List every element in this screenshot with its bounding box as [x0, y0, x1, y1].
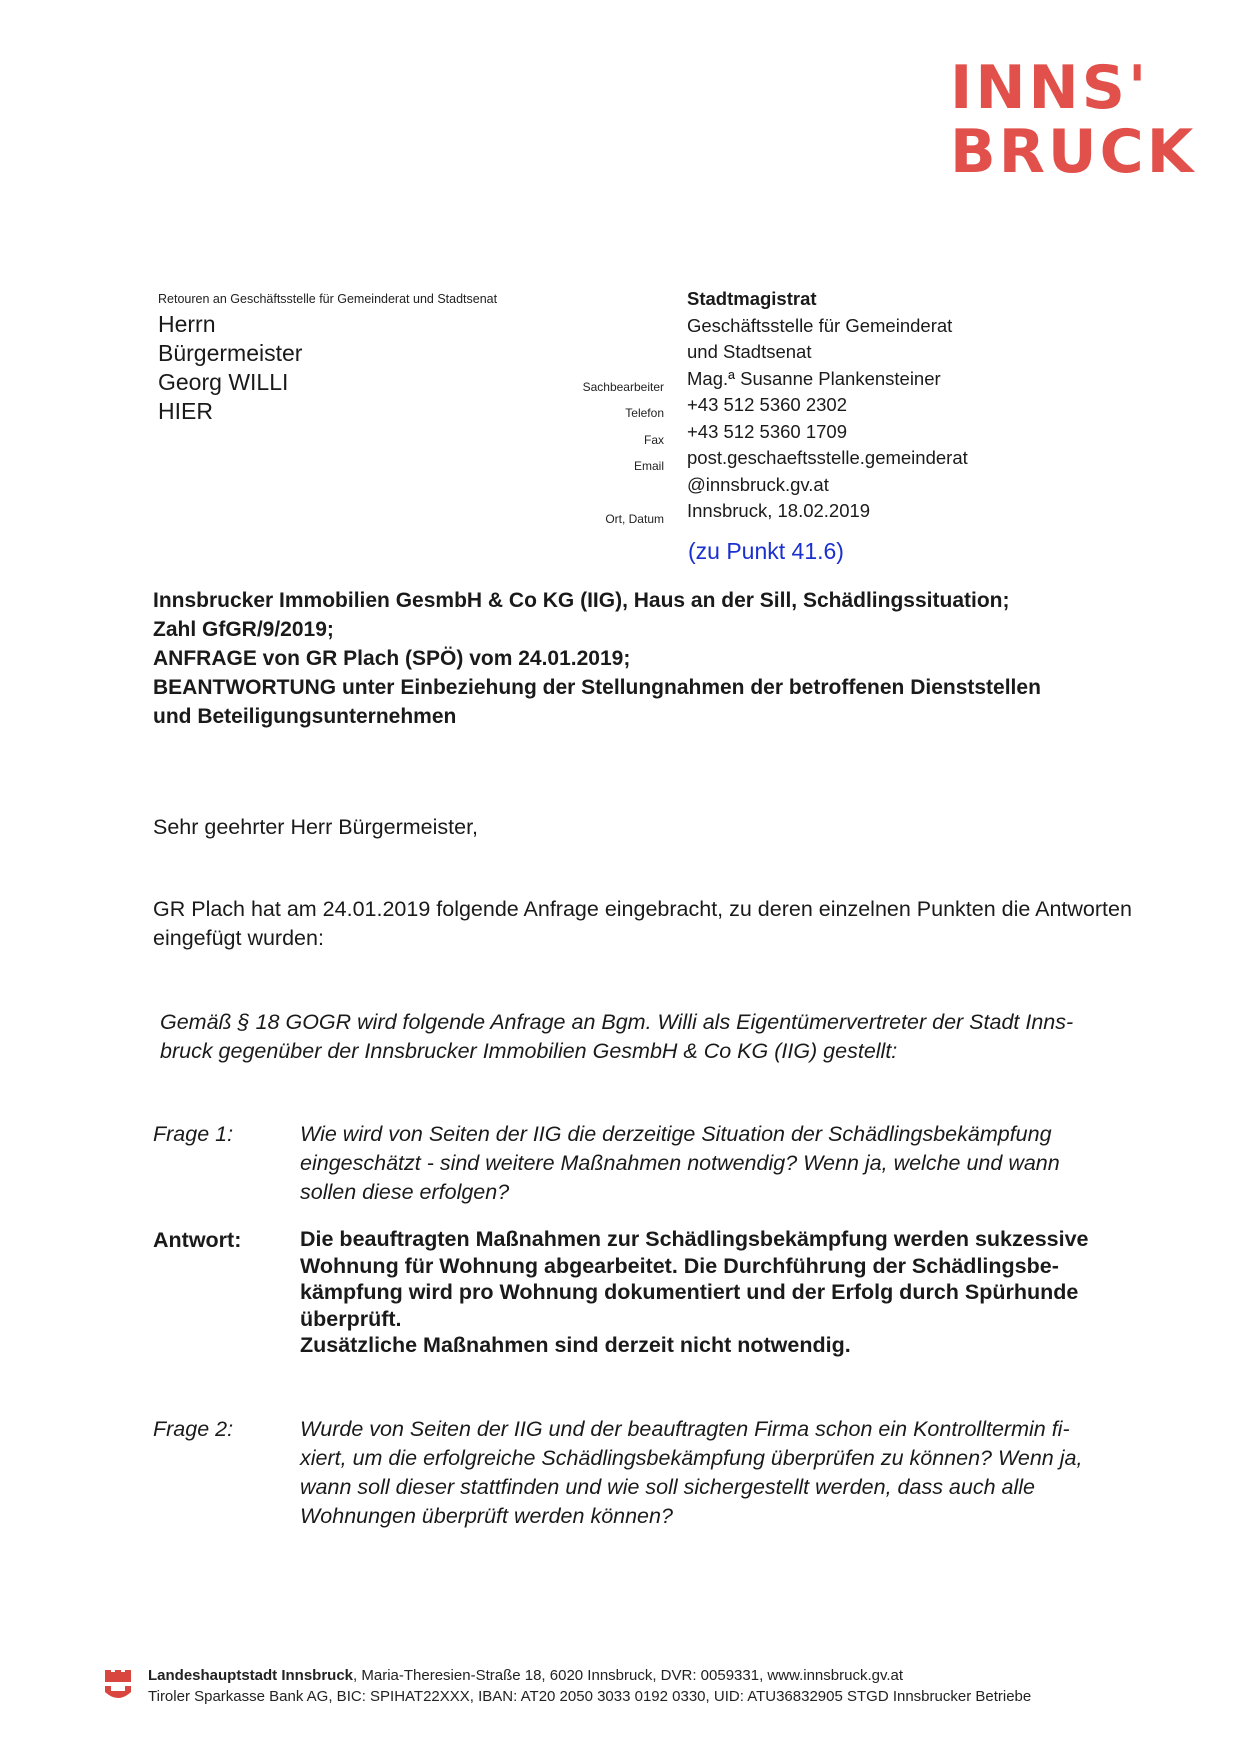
question-2-label: Frage 2:	[153, 1417, 234, 1441]
recipient-line: Georg WILLI	[158, 369, 289, 395]
answer-1-label: Antwort:	[153, 1228, 242, 1252]
preamble-line: Gemäß § 18 GOGR wird folgende Anfrage an Bgm. Willi als Eigentümervertreter der Stadt Inns-	[160, 1010, 1074, 1034]
answer-1-text	[300, 1226, 1140, 1359]
question-1-label: Frage 1:	[153, 1122, 234, 1146]
city-crest-icon	[103, 1668, 133, 1704]
answer-line: Wohnung für Wohnung abgearbeitet. Die Durchführung der Schädlingsbe-	[300, 1253, 1059, 1278]
recipient-line: Herrn	[158, 311, 216, 337]
sender-phone: +43 512 5360 2302	[687, 394, 847, 415]
preamble-line: bruck gegenüber der Innsbrucker Immobilien GesmbH & Co KG (IIG) gestellt:	[160, 1039, 898, 1063]
question-line: wann soll dieser stattfinden und wie soll sichergestellt werden, dass auch alle	[300, 1475, 1035, 1499]
sender-office: Stadtmagistrat	[687, 288, 817, 309]
logo-line-1: INNS'	[950, 53, 1150, 123]
preamble-paragraph	[160, 1008, 1150, 1066]
footer-address: , Maria-Theresien-Straße 18, 6020 Innsbruck, DVR: 0059331, www.innsbruck.gv.at	[353, 1667, 904, 1684]
subject-line: BEANTWORTUNG unter Einbeziehung der Stellungnahmen der betroffenen Dienststellen	[153, 676, 1041, 699]
sender-email: post.geschaeftsstelle.gemeinderat	[687, 447, 968, 468]
question-1-text	[300, 1120, 1140, 1207]
recipient-line: HIER	[158, 398, 213, 424]
subject-line: Zahl GfGR/9/2019;	[153, 618, 334, 641]
question-line: eingeschätzt - sind weitere Maßnahmen notwendig? Wenn ja, welche und wann	[300, 1151, 1060, 1175]
clerk-label: Sachbearbeiter	[582, 379, 664, 394]
question-line: Wohnungen überprüft werden können?	[300, 1504, 673, 1528]
fax-label: Fax	[643, 432, 664, 447]
sender-labels	[520, 294, 664, 533]
sender-department: und Stadtsenat	[687, 341, 812, 362]
answer-line: überprüft.	[300, 1306, 402, 1331]
innsbruck-logo	[950, 53, 1197, 187]
return-address-line: Retouren an Geschäftsstelle für Gemeinderat und Stadtsenat	[158, 292, 498, 306]
answer-line: Die beauftragten Maßnahmen zur Schädlingsbekämpfung werden sukzessive	[300, 1227, 1089, 1251]
answer-line: Zusätzliche Maßnahmen sind derzeit nicht notwendig.	[300, 1333, 851, 1357]
recipient-block	[158, 310, 302, 426]
salutation: Sehr geehrter Herr Bürgermeister,	[153, 815, 479, 839]
phone-label: Telefon	[625, 406, 664, 420]
sender-department: Geschäftsstelle für Gemeinderat	[687, 314, 953, 336]
subject-line: Innsbrucker Immobilien GesmbH & Co KG (IIG), Haus an der Sill, Schädlingssituation;	[153, 589, 1010, 612]
footer-org: Landeshauptstadt Innsbruck	[148, 1667, 354, 1684]
subject-block	[153, 586, 1143, 731]
question-line: sollen diese erfolgen?	[300, 1180, 510, 1204]
footer	[148, 1665, 1031, 1707]
recipient-line: Bürgermeister	[158, 340, 303, 366]
question-line: Wie wird von Seiten der IIG die derzeitige Situation der Schädlingsbekämpfung	[300, 1122, 1052, 1146]
sender-clerk: Mag.ª Susanne Plankensteiner	[687, 367, 941, 389]
agenda-reference: (zu Punkt 41.6)	[688, 538, 844, 564]
question-line: xiert, um die erfolgreiche Schädlingsbekämpfung überprüfen zu können? Wenn ja,	[300, 1446, 1083, 1470]
subject-line: und Beteiligungsunternehmen	[153, 705, 457, 728]
answer-line: kämpfung wird pro Wohnung dokumentiert und der Erfolg durch Spürhunde	[300, 1280, 1079, 1304]
footer-bank: Tiroler Sparkasse Bank AG, BIC: SPIHAT22XXX, IBAN: AT20 2050 3033 0192 0330, UID: ATU36832905 STGD Innsbrucker Betriebe	[148, 1688, 1032, 1705]
logo-line-2: BRUCK	[950, 117, 1197, 187]
subject-line: ANFRAGE von GR Plach (SPÖ) vom 24.01.2019;	[153, 647, 631, 670]
date-label: Ort, Datum	[605, 512, 664, 526]
sender-block	[687, 286, 968, 525]
intro-paragraph: GR Plach hat am 24.01.2019 folgende Anfrage eingebracht, zu deren einzelnen Punkten die Antworten eingefügt wurden:	[153, 897, 1132, 950]
email-label: Email	[633, 459, 664, 473]
question-line: Wurde von Seiten der IIG und der beauftragten Firma schon ein Kontrolltermin fi-	[300, 1417, 1070, 1441]
sender-date: Innsbruck, 18.02.2019	[687, 500, 871, 521]
question-2-text	[300, 1415, 1140, 1531]
sender-fax: +43 512 5360 1709	[687, 420, 847, 442]
sender-email: @innsbruck.gv.at	[687, 473, 829, 495]
